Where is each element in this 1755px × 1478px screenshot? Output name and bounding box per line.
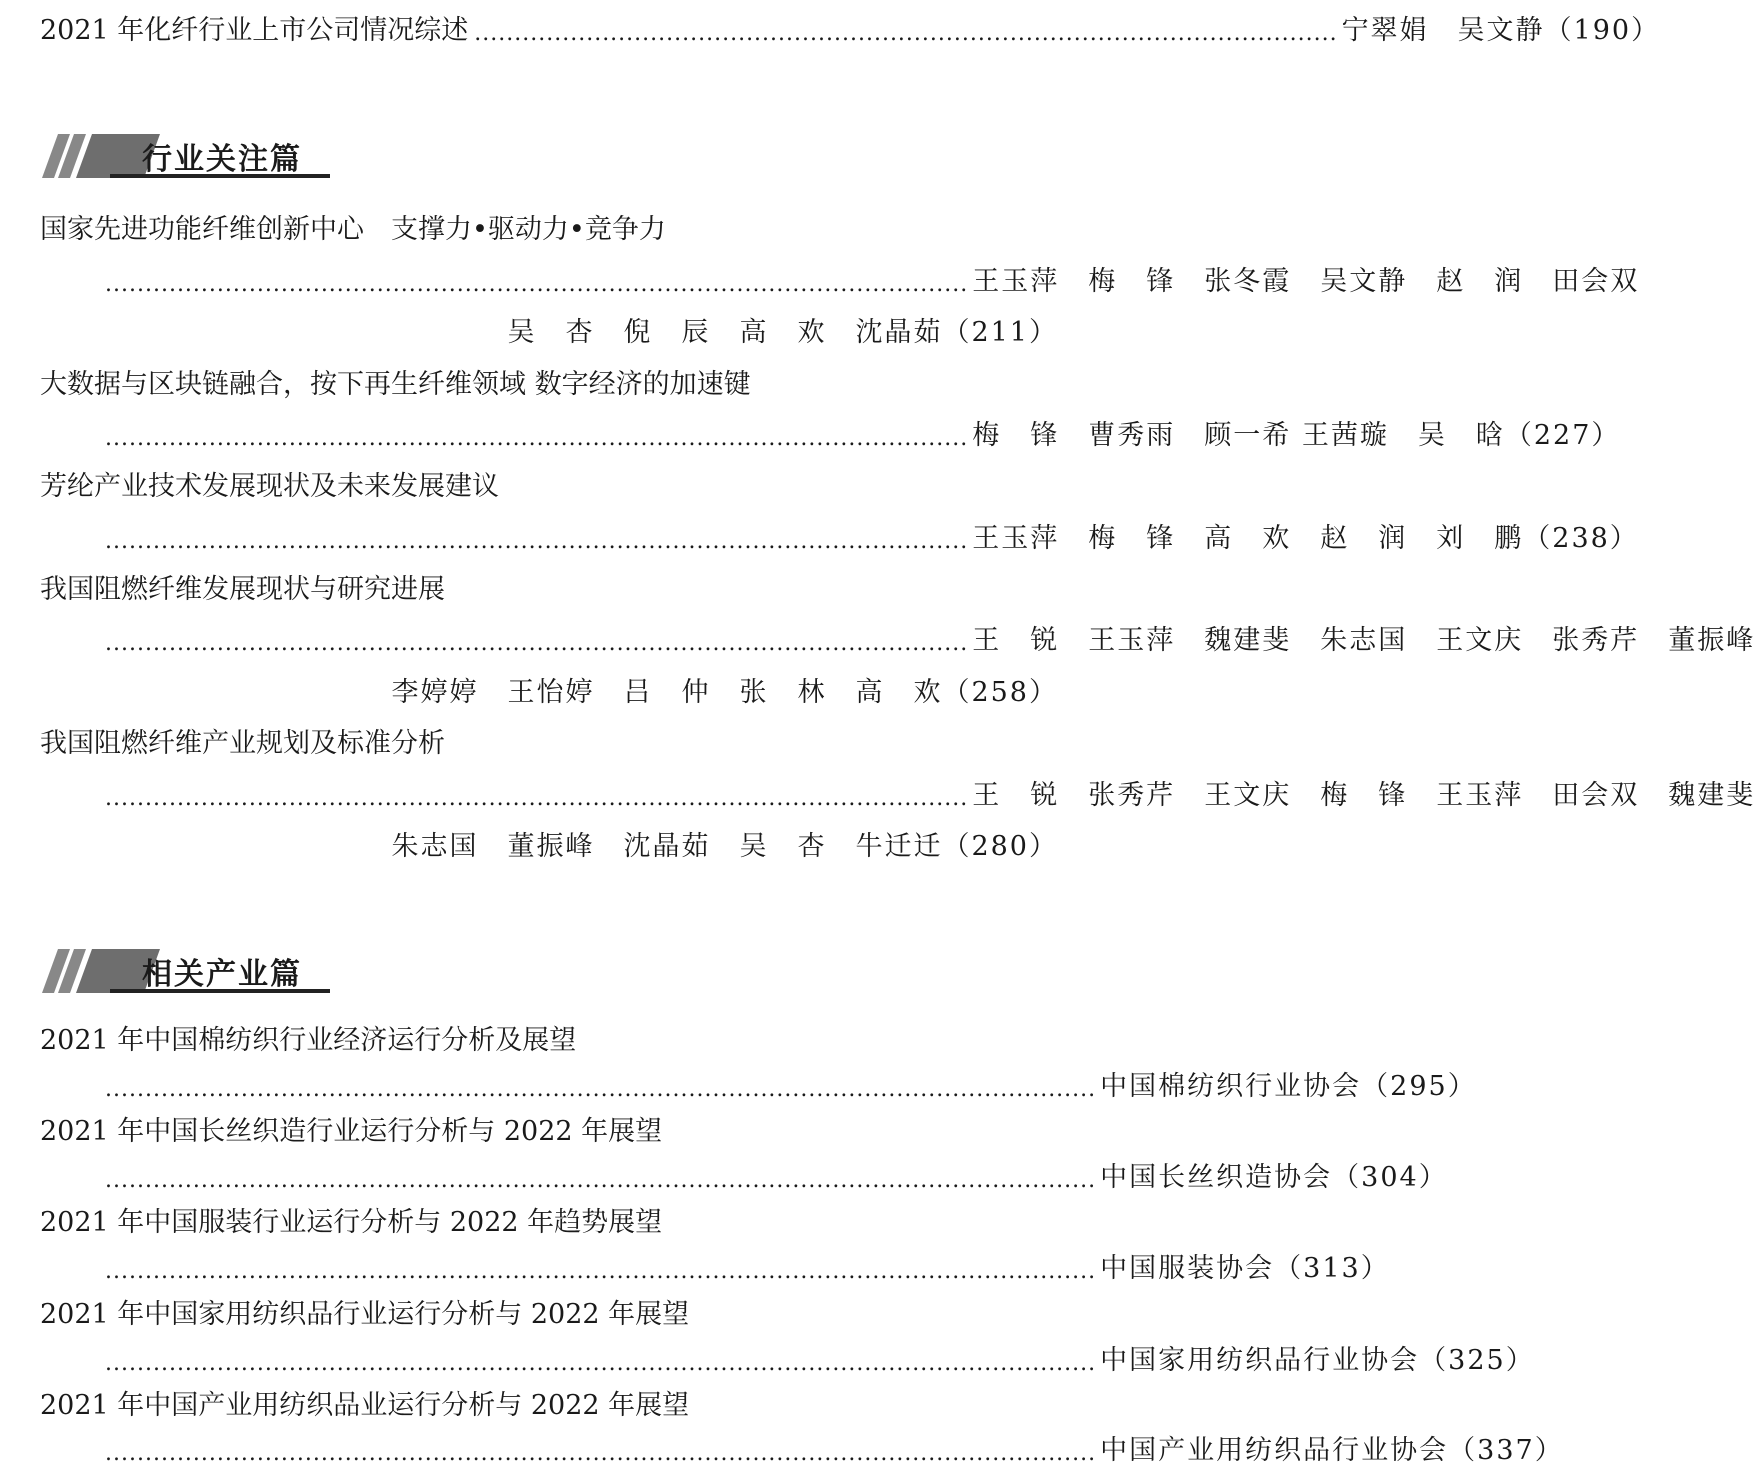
toc-title[interactable]: 2021 年中国长丝织造行业运行分析与 2022 年展望 <box>40 1116 663 1147</box>
section-heading: 相关产业篇 <box>142 957 302 992</box>
dot-leader: ............................................................................................................ <box>474 21 1338 46</box>
toc-authors: 中国家用纺织品行业协会（325） <box>1100 1345 1535 1376</box>
toc-authors: 中国长丝织造协会（304） <box>1100 1162 1448 1193</box>
toc-authors: 王玉萍 梅 锋 高 欢 赵 润 刘 鹏（238） <box>972 523 1639 554</box>
dot-leader: ............................................................................................................ <box>105 272 969 297</box>
toc-authors-row <box>105 1341 1535 1381</box>
dot-leader: ............................................................................................................................ <box>105 1168 1097 1193</box>
toc-authors: 王 锐 张秀芹 王文庆 梅 锋 王玉萍 田会双 魏建斐 <box>972 780 1755 811</box>
toc-title[interactable]: 我国阻燃纤维发展现状与研究进展 <box>40 574 445 605</box>
section-heading: 行业关注篇 <box>142 142 302 177</box>
toc-authors-row <box>40 313 1058 353</box>
toc-title[interactable]: 2021 年中国服装行业运行分析与 2022 年趋势展望 <box>40 1207 663 1238</box>
toc-authors-row <box>105 416 1621 456</box>
toc-authors: 王 锐 王玉萍 魏建斐 朱志国 王文庆 张秀芹 董振峰 <box>972 625 1755 656</box>
toc-title[interactable]: 2021 年中国家用纺织品行业运行分析与 2022 年展望 <box>40 1299 690 1330</box>
toc-authors-row <box>105 1249 1390 1289</box>
dot-leader: ............................................................................................................................ <box>105 1259 1097 1284</box>
toc-authors-row <box>105 262 1640 302</box>
toc-authors-row <box>40 673 1058 713</box>
toc-title: 2021 年化纤行业上市公司情况综述 <box>40 15 469 46</box>
dot-leader: ............................................................................................................................ <box>105 1351 1097 1376</box>
toc-title[interactable]: 我国阻燃纤维产业规划及标准分析 <box>40 728 445 759</box>
toc-authors: 朱志国 董振峰 沈晶茹 吴 杏 牛迁迁（280） <box>391 831 1058 862</box>
dot-leader: ............................................................................................................ <box>105 786 969 811</box>
toc-authors: 宁翠娟 吴文静（190） <box>1341 15 1661 46</box>
toc-title[interactable]: 国家先进功能纤维创新中心 支撑力•驱动力•竞争力 <box>40 214 666 245</box>
toc-authors: 中国服装协会（313） <box>1100 1253 1390 1284</box>
section-header-industry-focus <box>40 130 330 182</box>
dot-leader: ............................................................................................................ <box>105 529 969 554</box>
toc-authors-row <box>105 1158 1448 1198</box>
toc-authors: 王玉萍 梅 锋 张冬霞 吴文静 赵 润 田会双 <box>972 266 1640 297</box>
toc-authors-row <box>105 776 1755 816</box>
toc-title[interactable]: 芳纶产业技术发展现状及未来发展建议 <box>40 471 499 502</box>
toc-authors: 李婷婷 王怡婷 吕 仲 张 林 高 欢（258） <box>391 677 1058 708</box>
toc-entry-top[interactable] <box>40 11 1661 51</box>
dot-leader: ............................................................................................................................ <box>105 1077 1097 1102</box>
toc-authors: 梅 锋 曹秀雨 顾一希 王茜璇 吴 晗（227） <box>972 420 1621 451</box>
dot-leader: ............................................................................................................ <box>105 631 969 656</box>
toc-authors-row <box>105 621 1755 661</box>
toc-authors: 中国棉纺织行业协会（295） <box>1100 1071 1477 1102</box>
toc-authors: 中国产业用纺织品行业协会（337） <box>1100 1435 1564 1466</box>
toc-authors-row <box>105 1067 1477 1107</box>
dot-leader: ............................................................................................................................ <box>105 1441 1097 1466</box>
toc-title[interactable]: 大数据与区块链融合，按下再生纤维领域 数字经济的加速键 <box>40 369 751 400</box>
toc-authors-row <box>105 1431 1564 1471</box>
toc-authors: 吴 杏 倪 辰 高 欢 沈晶茹（211） <box>507 317 1058 348</box>
toc-title[interactable]: 2021 年中国棉纺织行业经济运行分析及展望 <box>40 1025 577 1056</box>
section-header-related-industries <box>40 945 330 997</box>
toc-authors-row <box>105 519 1639 559</box>
dot-leader: ............................................................................................................ <box>105 426 969 451</box>
toc-authors-row <box>40 827 1058 867</box>
toc-title[interactable]: 2021 年中国产业用纺织品业运行分析与 2022 年展望 <box>40 1390 690 1421</box>
